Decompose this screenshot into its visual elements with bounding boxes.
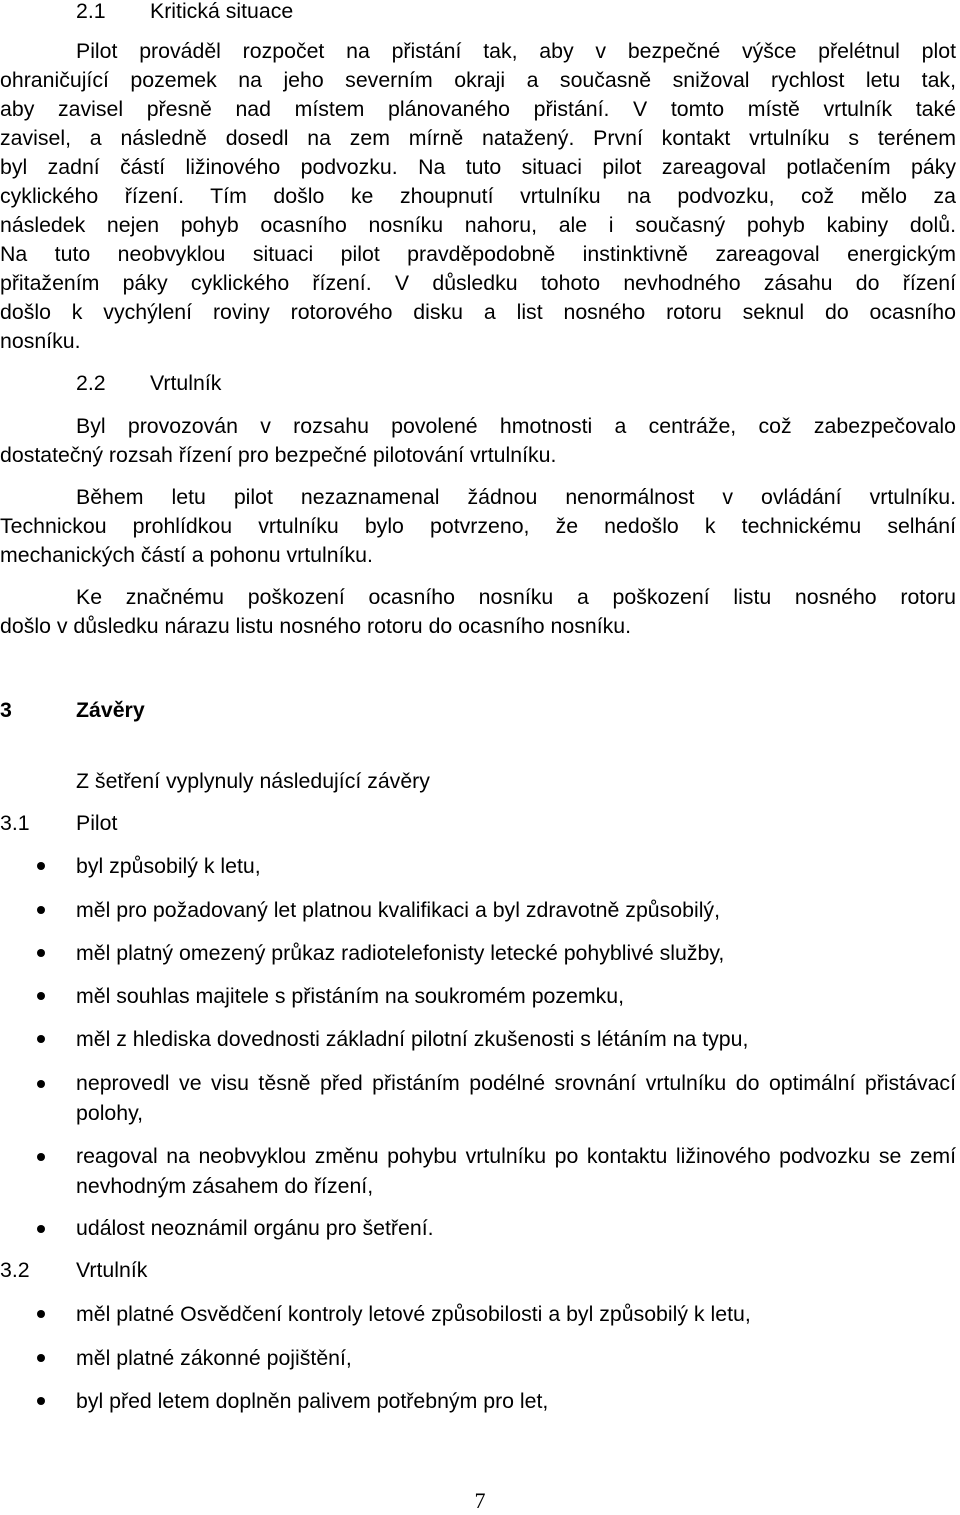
bullet-icon — [37, 1225, 45, 1233]
body-line: aby zavisel přesně nad místem plánovaného přistání. V tomto místě vrtulník také — [0, 97, 956, 121]
list-item: neprovedl ve visu těsně před přistáním podélné srovnání vrtulníku do optimální přistávací polohy, — [76, 1071, 956, 1125]
bullet-icon — [37, 1397, 45, 1405]
body-line: Pilot prováděl rozpočet na přistání tak, aby v bezpečné výšce přelétnul plot — [76, 39, 956, 63]
section-3-title: Závěry — [76, 698, 145, 722]
section-3-1-title: Pilot — [76, 811, 118, 835]
list-item: měl platný omezený průkaz radiotelefonisty letecké pohyblivé služby, — [76, 941, 725, 965]
body-line: přitažením páky cyklického řízení. V důsledku tohoto nevhodného zásahu do řízení — [0, 271, 956, 295]
section-2-1-number: 2.1 — [76, 0, 106, 23]
body-line: Na tuto neobvyklou situaci pilot pravděpodobně instinktivně zareagoval energickým — [0, 242, 956, 266]
list-item: byl před letem doplněn palivem potřebným pro let, — [76, 1389, 549, 1413]
body-line: byl zadní částí ližinového podvozku. Na tuto situaci pilot zareagoval potlačením páky — [0, 155, 956, 179]
bullet-icon — [37, 1354, 45, 1362]
list-item: měl souhlas majitele s přistáním na soukromém pozemku, — [76, 984, 625, 1008]
body-line: došlo k vychýlení roviny rotorového disku a list nosného rotoru seknul do ocasního — [0, 300, 956, 324]
page-number: 7 — [474, 1488, 486, 1513]
bullet-icon — [37, 862, 45, 870]
list-item: měl platné Osvědčení kontroly letové způsobilosti a byl způsobilý k letu, — [76, 1302, 751, 1326]
body-line: následek nejen pohyb ocasního nosníku nahoru, ale i současný pohyb kabiny dolů. — [0, 213, 956, 237]
section-3-intro: Z šetření vyplynuly následující závěry — [76, 769, 430, 793]
list-item: měl platné zákonné pojištění, — [76, 1346, 352, 1370]
body-line: mechanických částí a pohonu vrtulníku. — [0, 543, 373, 567]
bullet-icon — [37, 1310, 45, 1318]
bullet-icon — [37, 1035, 45, 1043]
body-line: Ke značnému poškození ocasního nosníku a poškození listu nosného rotoru — [76, 585, 956, 609]
list-item: měl pro požadovaný let platnou kvalifikaci a byl zdravotně způsobilý, — [76, 898, 720, 922]
list-item: byl způsobilý k letu, — [76, 854, 261, 878]
bullet-icon — [37, 992, 45, 1000]
list-item: reagoval na neobvyklou změnu pohybu vrtulníku po kontaktu ližinového podvozku se zemí nevhodným zásahem do řízení, — [76, 1144, 956, 1198]
body-line: Během letu pilot nezaznamenal žádnou nenormálnost v ovládání vrtulníku. — [76, 485, 956, 509]
section-3-2-number: 3.2 — [0, 1258, 30, 1282]
body-line: Byl provozován v rozsahu povolené hmotnosti a centráže, což zabezpečovalo — [76, 414, 956, 438]
section-2-1-title: Kritická situace — [150, 0, 294, 23]
body-line: nosníku. — [0, 329, 81, 353]
bullet-icon — [37, 906, 45, 914]
body-line: ohraničující pozemek na jeho severním okraji a současně snižoval rychlost letu tak, — [0, 68, 956, 92]
bullet-icon — [37, 1080, 45, 1088]
section-2-2-title: Vrtulník — [150, 371, 222, 395]
section-2-2-number: 2.2 — [76, 371, 106, 395]
bullet-icon — [37, 949, 45, 957]
body-line: Technickou prohlídkou vrtulníku bylo potvrzeno, že nedošlo k technickému selhání — [0, 514, 956, 538]
body-line: dostatečný rozsah řízení pro bezpečné pilotování vrtulníku. — [0, 443, 557, 467]
section-3-1-number: 3.1 — [0, 811, 30, 835]
body-line: zavisel, a následně dosedl na zem mírně natažený. První kontakt vrtulníku s terénem — [0, 126, 956, 150]
list-item: měl z hlediska dovednosti základní pilotní zkušenosti s létáním na typu, — [76, 1027, 749, 1051]
list-item: událost neoznámil orgánu pro šetření. — [76, 1216, 434, 1240]
section-3-number: 3 — [0, 698, 12, 722]
section-3-2-title: Vrtulník — [76, 1258, 148, 1282]
bullet-icon — [37, 1153, 45, 1161]
body-line: došlo v důsledku nárazu listu nosného rotoru do ocasního nosníku. — [0, 614, 632, 638]
body-line: cyklického řízení. Tím došlo ke zhoupnutí vrtulníku na podvozku, což mělo za — [0, 184, 956, 208]
